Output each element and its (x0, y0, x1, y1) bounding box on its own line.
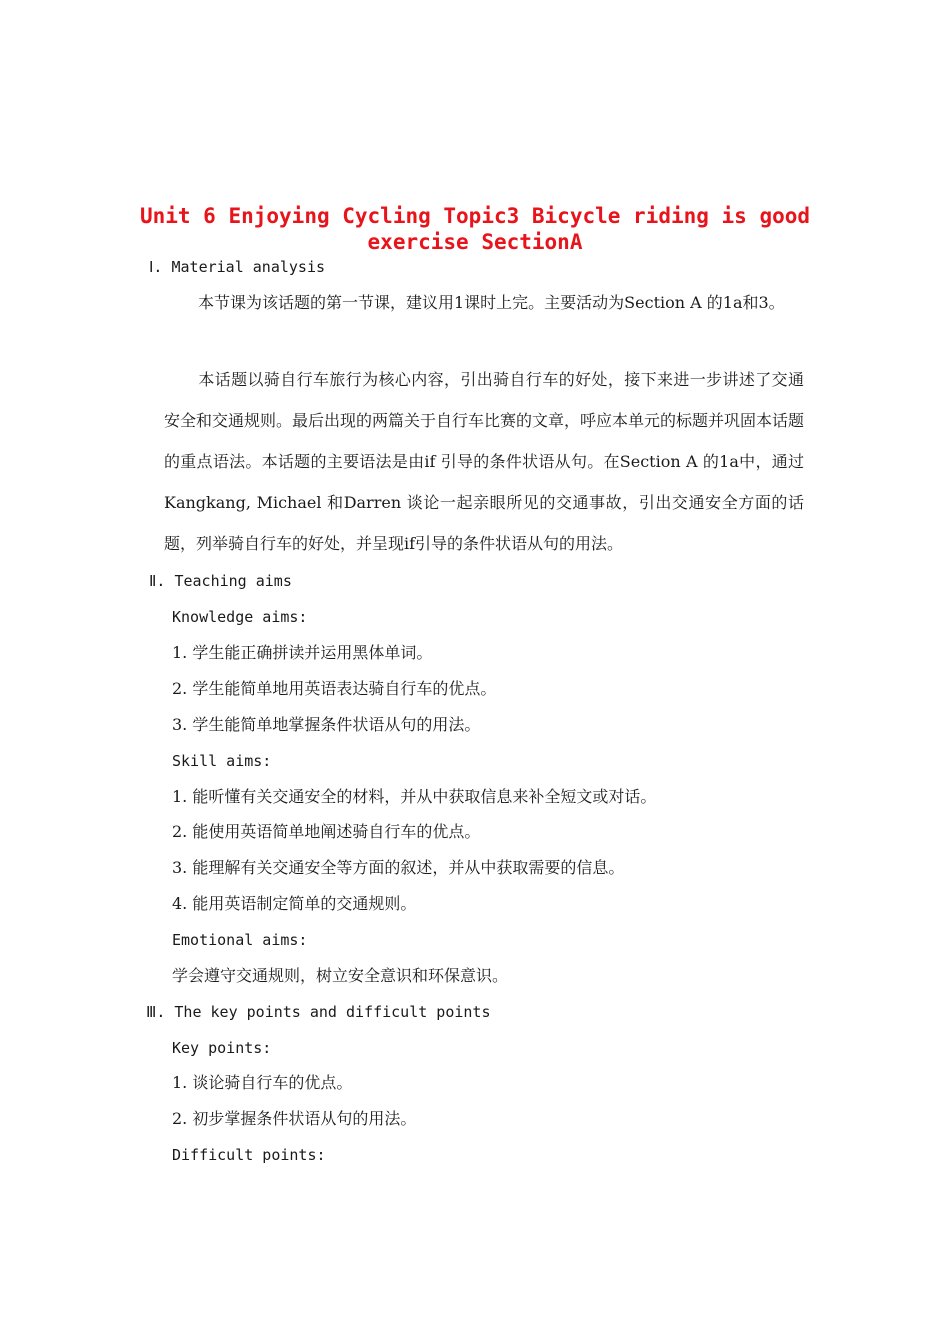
knowledge-aim-item: 2. 学生能简单地用英语表达骑自行车的优点。 (172, 679, 497, 698)
emotional-aim-text: 学会遵守交通规则，树立安全意识和环保意识。 (172, 966, 509, 985)
material-paragraph-1 (164, 282, 804, 323)
key-points-label: Key points: (172, 1039, 272, 1057)
skill-aim-item: 3. 能理解有关交通安全等方面的叙述，并从中获取需要的信息。 (172, 858, 625, 877)
skill-aim-item: 4. 能用英语制定简单的交通规则。 (172, 894, 417, 913)
skill-aims-label: Skill aims: (172, 752, 272, 770)
skill-aim-item: 2. 能使用英语简单地阐述骑自行车的优点。 (172, 822, 481, 841)
material-paragraph-1-text: 本节课为该话题的第一节课，建议用1课时上完。主要活动为Section A 的1a和3。 (198, 293, 785, 312)
document-title: Unit 6 Enjoying Cycling Topic3 Bicycle riding is good exercise SectionA (139, 204, 811, 254)
section-heading-material-analysis: Ⅰ. Material analysis (149, 258, 326, 276)
emotional-aims-label: Emotional aims: (172, 931, 308, 949)
key-point-item: 2. 初步掌握条件状语从句的用法。 (172, 1109, 417, 1128)
section-heading-teaching-aims: Ⅱ. Teaching aims (149, 572, 292, 590)
knowledge-aim-item: 1. 学生能正确拼读并运用黑体单词。 (172, 643, 433, 662)
section-heading-key-points: Ⅲ. The key points and difficult points (146, 1003, 491, 1021)
skill-aim-item: 1. 能听懂有关交通安全的材料，并从中获取信息来补全短文或对话。 (172, 787, 657, 806)
key-point-item: 1. 谈论骑自行车的优点。 (172, 1073, 353, 1092)
difficult-points-label: Difficult points: (172, 1146, 326, 1164)
knowledge-aim-item: 3. 学生能简单地掌握条件状语从句的用法。 (172, 715, 481, 734)
material-paragraph-2-text: 本话题以骑自行车旅行为核心内容，引出骑自行车的好处，接下来进一步讲述了交通安全和交通规则。最后出现的两篇关于自行车比赛的文章，呼应本单元的标题并巩固本话题的重点语法。本话题的主要语法是由if 引导的条件状语从句。在Section A 的1a中，通过Kangkang, Michael 和Darren 谈论一起亲眼所见的交通事故，引出交通安全方面的话题，列举骑自行车的好处，并呈现if引导的条件状语从句的用法。 (164, 370, 805, 553)
knowledge-aims-label: Knowledge aims: (172, 608, 308, 626)
material-paragraph-2 (164, 359, 804, 564)
